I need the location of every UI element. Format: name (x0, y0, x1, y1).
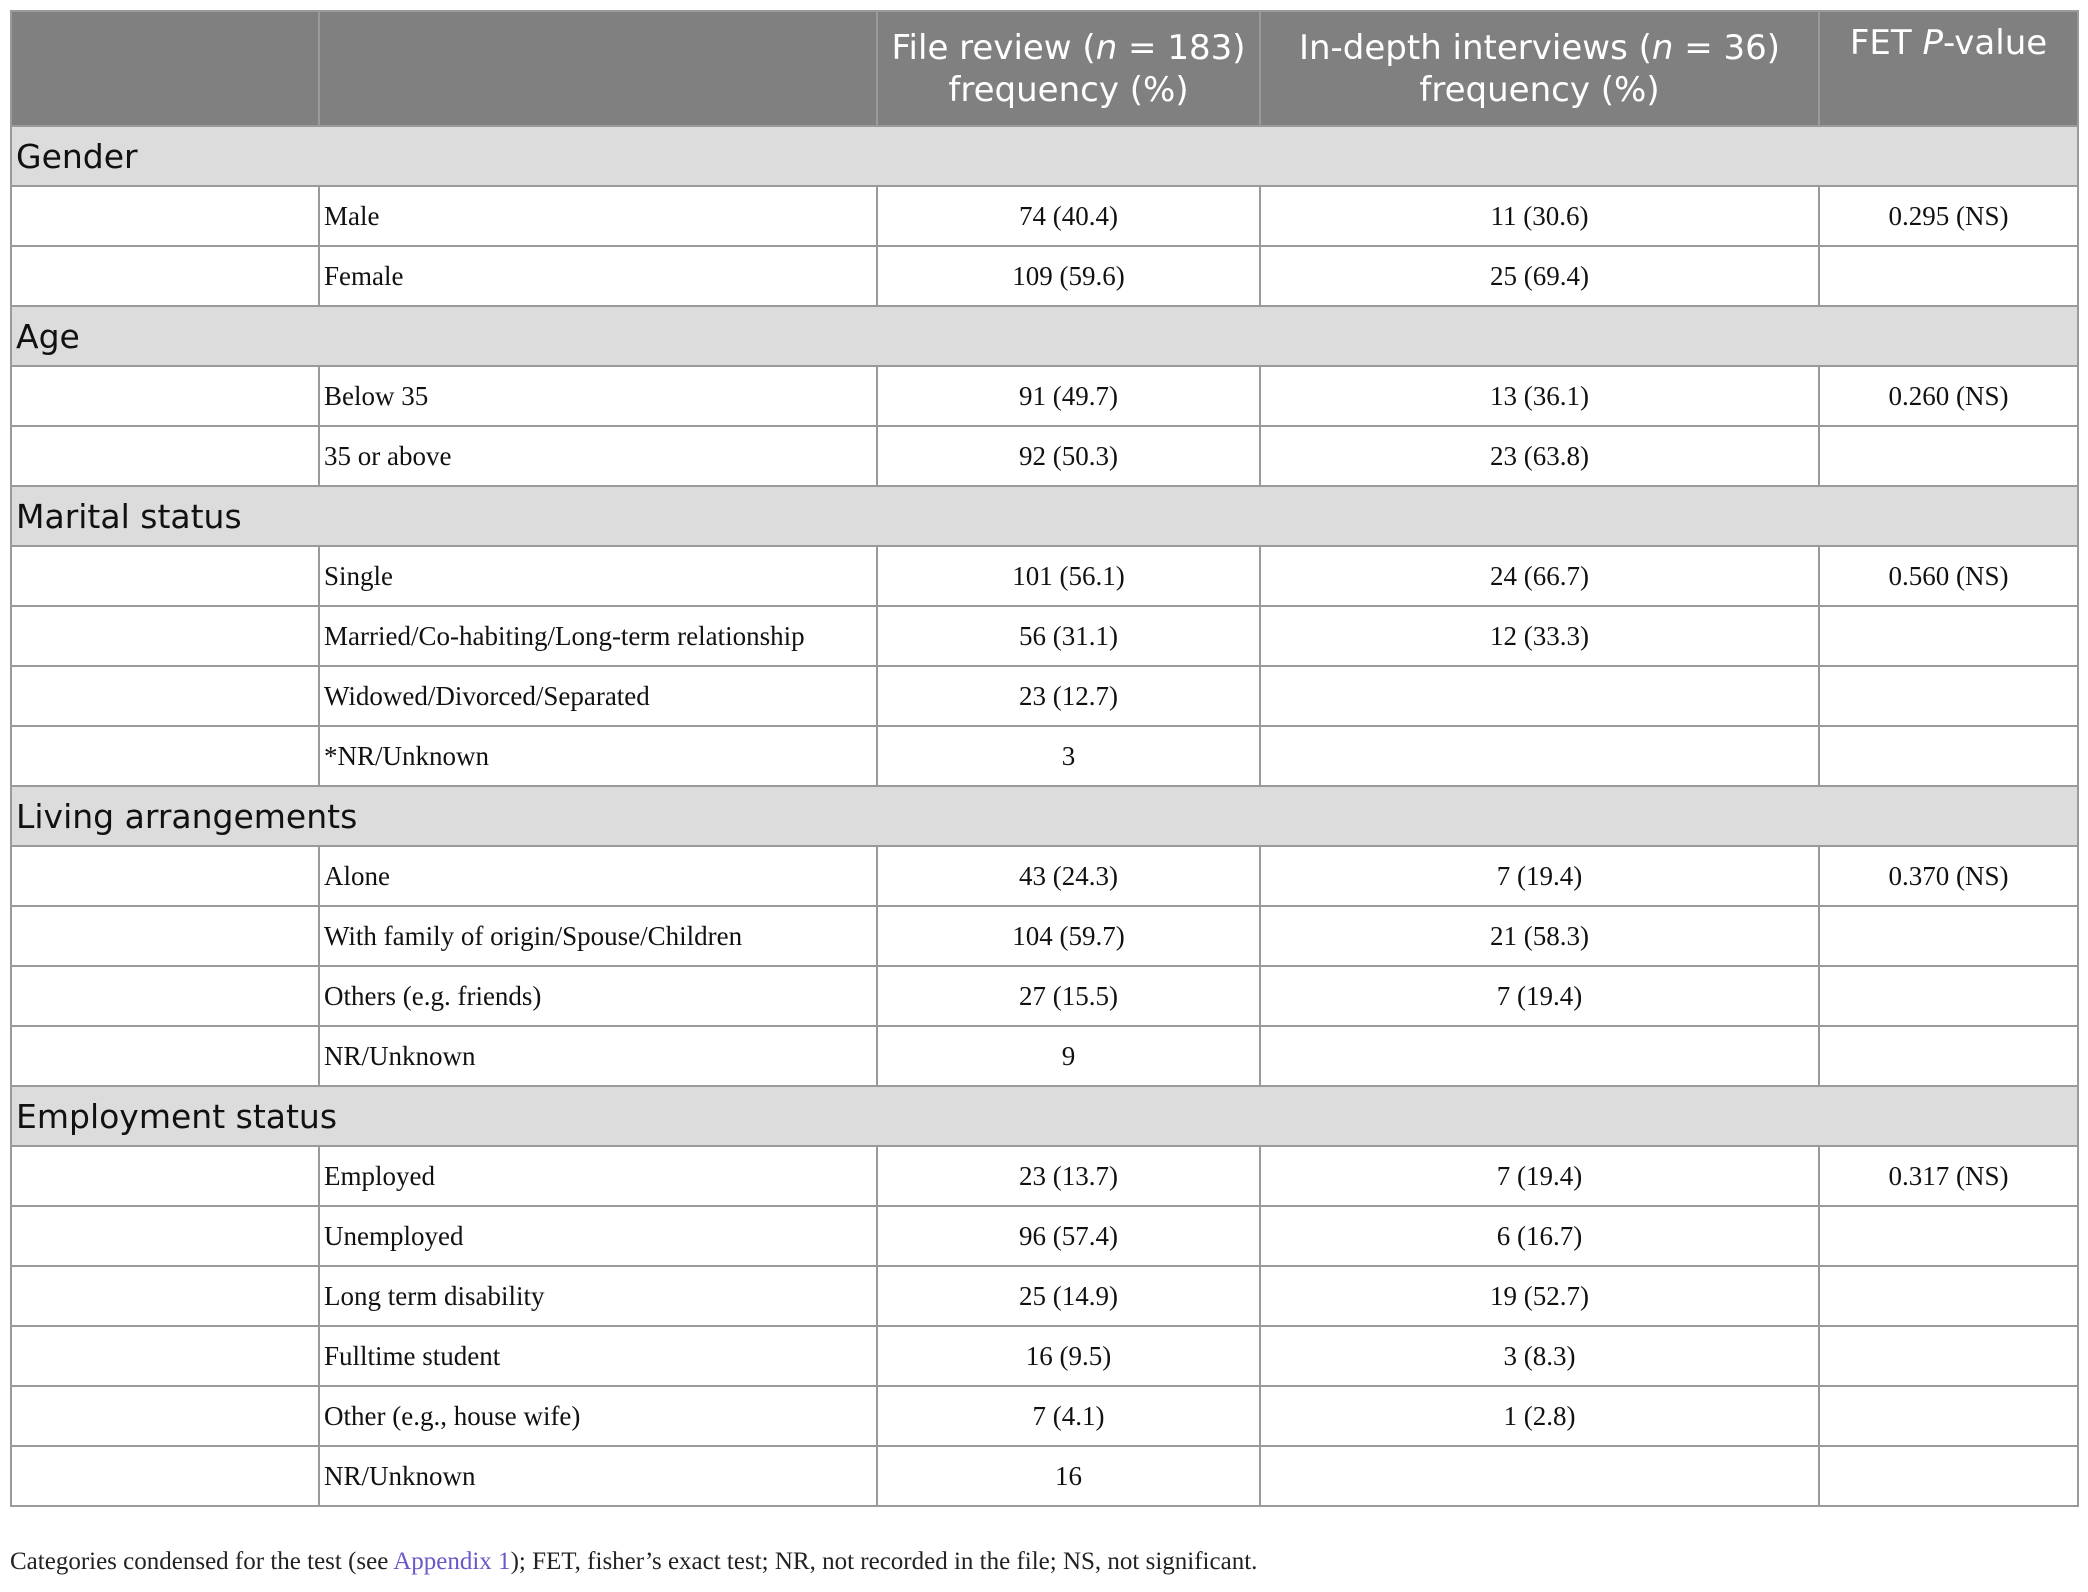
group-title: Marital status (11, 486, 2078, 546)
header-empty-2 (319, 11, 877, 126)
p-value (1819, 1446, 2078, 1506)
interview-value: 7 (19.4) (1260, 1146, 1819, 1206)
category-label: Married/Co-habiting/Long-term relationship (319, 606, 877, 666)
indent-cell (11, 1386, 319, 1446)
file-review-value: 109 (59.6) (877, 246, 1260, 306)
interview-value: 13 (36.1) (1260, 366, 1819, 426)
header-fet-pvalue (1819, 11, 2078, 126)
group-title: Employment status (11, 1086, 2078, 1146)
header-file-review-n: n (1095, 27, 1118, 68)
indent-cell (11, 366, 319, 426)
category-label: Long term disability (319, 1266, 877, 1326)
p-value (1819, 726, 2078, 786)
file-review-value: 3 (877, 726, 1260, 786)
indent-cell (11, 606, 319, 666)
table-row (11, 1326, 2078, 1386)
table-row (11, 246, 2078, 306)
header-empty-1 (11, 11, 319, 126)
file-review-value: 23 (13.7) (877, 1146, 1260, 1206)
group-header-row (11, 1086, 2078, 1146)
table-row (11, 666, 2078, 726)
interview-value: 7 (19.4) (1260, 966, 1819, 1026)
p-value: 0.260 (NS) (1819, 366, 2078, 426)
interview-value: 3 (8.3) (1260, 1326, 1819, 1386)
category-label: Fulltime student (319, 1326, 877, 1386)
p-value: 0.560 (NS) (1819, 546, 2078, 606)
group-header-row (11, 306, 2078, 366)
header-interviews-post: = 36) (1673, 27, 1781, 68)
indent-cell (11, 666, 319, 726)
p-value: 0.317 (NS) (1819, 1146, 2078, 1206)
file-review-value: 56 (31.1) (877, 606, 1260, 666)
category-label: Other (e.g., house wife) (319, 1386, 877, 1446)
file-review-value: 74 (40.4) (877, 186, 1260, 246)
group-header-row (11, 126, 2078, 186)
interview-value: 24 (66.7) (1260, 546, 1819, 606)
table-row (11, 906, 2078, 966)
interview-value (1260, 1446, 1819, 1506)
indent-cell (11, 1206, 319, 1266)
header-fet-p: P (1922, 23, 1943, 63)
category-label: Male (319, 186, 877, 246)
file-review-value: 43 (24.3) (877, 846, 1260, 906)
header-interviews-sub: frequency (%) (1419, 69, 1660, 110)
demographics-table (10, 10, 2079, 1507)
category-label: Others (e.g. friends) (319, 966, 877, 1026)
indent-cell (11, 1146, 319, 1206)
table-header-row (11, 11, 2078, 126)
group-title: Age (11, 306, 2078, 366)
interview-value (1260, 1026, 1819, 1086)
header-fet-pre: FET (1849, 23, 1923, 63)
header-fet-post: -value (1942, 23, 2048, 63)
file-review-value: 16 (877, 1446, 1260, 1506)
table-row (11, 726, 2078, 786)
footnote-pre: Categories condensed for the test (see (10, 1548, 394, 1575)
group-header-row (11, 786, 2078, 846)
interview-value: 11 (30.6) (1260, 186, 1819, 246)
category-label: Alone (319, 846, 877, 906)
table-row (11, 1266, 2078, 1326)
p-value (1819, 426, 2078, 486)
category-label: Single (319, 546, 877, 606)
header-file-review (877, 11, 1260, 126)
file-review-value: 9 (877, 1026, 1260, 1086)
table-row (11, 1386, 2078, 1446)
file-review-value: 92 (50.3) (877, 426, 1260, 486)
table-row (11, 966, 2078, 1026)
table-row (11, 1146, 2078, 1206)
file-review-value: 7 (4.1) (877, 1386, 1260, 1446)
header-interviews-pre: In-depth interviews ( (1298, 27, 1652, 68)
interview-value: 21 (58.3) (1260, 906, 1819, 966)
category-label: With family of origin/Spouse/Children (319, 906, 877, 966)
indent-cell (11, 906, 319, 966)
category-label: 35 or above (319, 426, 877, 486)
p-value (1819, 906, 2078, 966)
indent-cell (11, 726, 319, 786)
p-value (1819, 1266, 2078, 1326)
file-review-value: 23 (12.7) (877, 666, 1260, 726)
category-label: *NR/Unknown (319, 726, 877, 786)
indent-cell (11, 846, 319, 906)
interview-value: 12 (33.3) (1260, 606, 1819, 666)
category-label: NR/Unknown (319, 1446, 877, 1506)
interview-value: 19 (52.7) (1260, 1266, 1819, 1326)
file-review-value: 104 (59.7) (877, 906, 1260, 966)
file-review-value: 96 (57.4) (877, 1206, 1260, 1266)
interview-value (1260, 666, 1819, 726)
category-label: Employed (319, 1146, 877, 1206)
p-value (1819, 1206, 2078, 1266)
table-row (11, 426, 2078, 486)
interview-value: 23 (63.8) (1260, 426, 1819, 486)
table-row (11, 1026, 2078, 1086)
p-value (1819, 666, 2078, 726)
file-review-value: 25 (14.9) (877, 1266, 1260, 1326)
file-review-value: 27 (15.5) (877, 966, 1260, 1026)
indent-cell (11, 1446, 319, 1506)
interview-value: 1 (2.8) (1260, 1386, 1819, 1446)
table-row (11, 846, 2078, 906)
footnote-post: ); FET, fisher’s exact test; NR, not recorded in the file; NS, not significant. (510, 1548, 1258, 1575)
category-label: Widowed/Divorced/Separated (319, 666, 877, 726)
table-row (11, 606, 2078, 666)
p-value (1819, 606, 2078, 666)
p-value: 0.370 (NS) (1819, 846, 2078, 906)
category-label: Below 35 (319, 366, 877, 426)
file-review-value: 91 (49.7) (877, 366, 1260, 426)
category-label: NR/Unknown (319, 1026, 877, 1086)
demographics-table-wrapper (10, 10, 2077, 1507)
group-title: Living arrangements (11, 786, 2078, 846)
p-value (1819, 1386, 2078, 1446)
indent-cell (11, 426, 319, 486)
interview-value: 25 (69.4) (1260, 246, 1819, 306)
table-row (11, 1446, 2078, 1506)
category-label: Unemployed (319, 1206, 877, 1266)
header-interviews (1260, 11, 1819, 126)
indent-cell (11, 1326, 319, 1386)
p-value (1819, 246, 2078, 306)
file-review-value: 16 (9.5) (877, 1326, 1260, 1386)
header-file-review-sub: frequency (%) (948, 69, 1189, 110)
file-review-value: 101 (56.1) (877, 546, 1260, 606)
appendix-link[interactable]: Appendix 1 (393, 1548, 511, 1575)
p-value (1819, 1326, 2078, 1386)
table-row (11, 1206, 2078, 1266)
header-file-review-post: = 183) (1117, 27, 1246, 68)
category-label: Female (319, 246, 877, 306)
table-row (11, 366, 2078, 426)
indent-cell (11, 546, 319, 606)
group-header-row (11, 486, 2078, 546)
p-value (1819, 966, 2078, 1026)
group-title: Gender (11, 126, 2078, 186)
header-interviews-n: n (1651, 27, 1674, 68)
indent-cell (11, 1026, 319, 1086)
p-value (1819, 1026, 2078, 1086)
indent-cell (11, 966, 319, 1026)
indent-cell (11, 1266, 319, 1326)
header-file-review-pre: File review ( (891, 27, 1096, 68)
interview-value: 6 (16.7) (1260, 1206, 1819, 1266)
interview-value (1260, 726, 1819, 786)
indent-cell (11, 186, 319, 246)
table-row (11, 186, 2078, 246)
p-value: 0.295 (NS) (1819, 186, 2078, 246)
interview-value: 7 (19.4) (1260, 846, 1819, 906)
table-body (11, 126, 2078, 1506)
table-row (11, 546, 2078, 606)
table-footnote (10, 1548, 2077, 1576)
indent-cell (11, 246, 319, 306)
